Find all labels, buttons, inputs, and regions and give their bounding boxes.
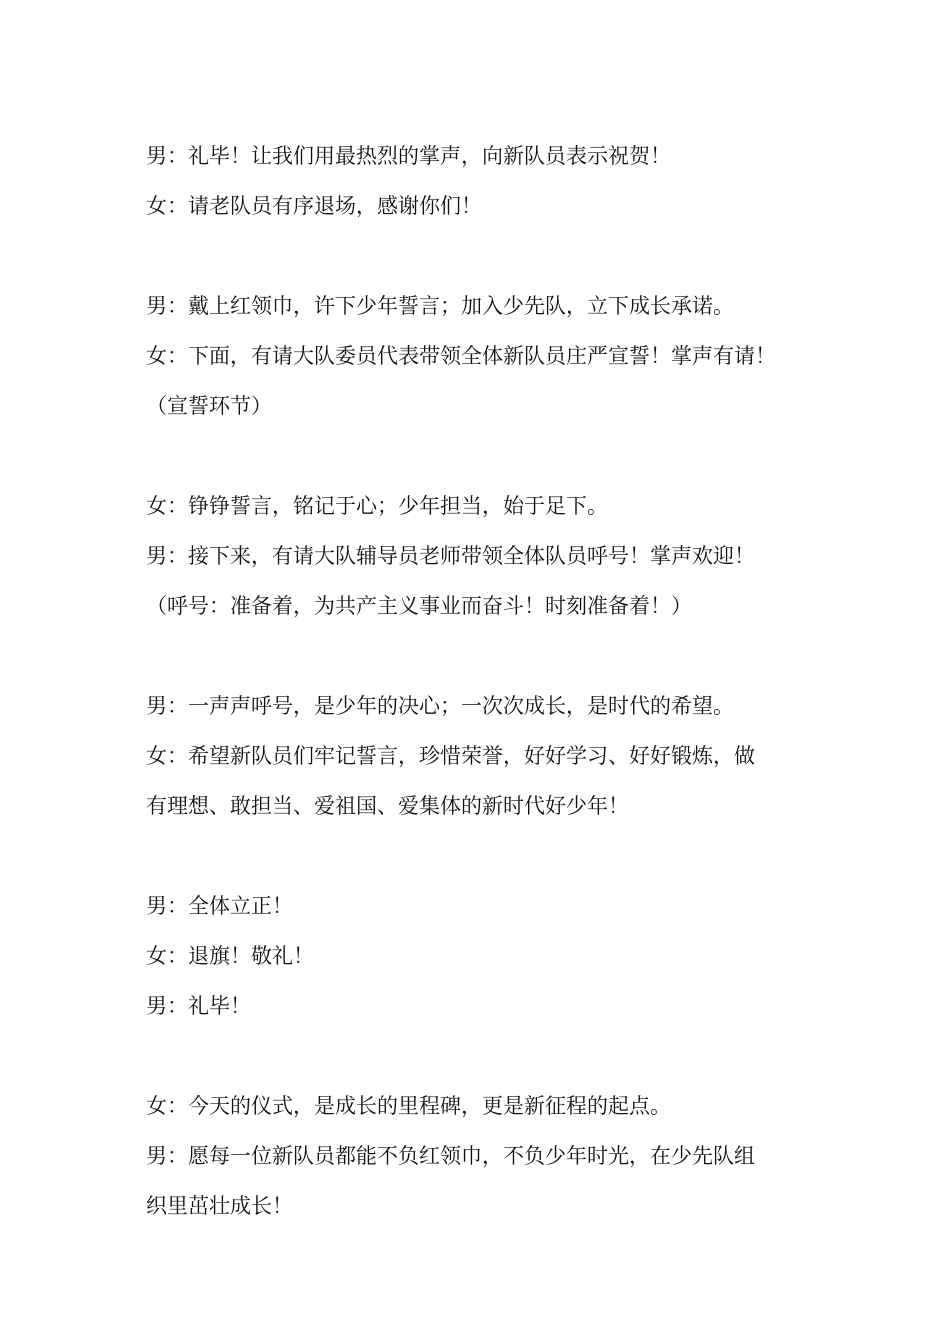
script-line: 男：愿每一位新队员都能不负红领巾，不负少年时光，在少先队组 [146, 1144, 755, 1168]
script-line: 女：下面，有请大队委员代表带领全体新队员庄严宣誓！掌声有请！ [146, 344, 776, 368]
script-line: 男：全体立正！ [146, 894, 293, 918]
script-line: 男：礼毕！ [146, 994, 251, 1018]
script-line: 有理想、敢担当、爱祖国、爱集体的新时代好少年！ [146, 794, 629, 818]
paragraph-gap [146, 631, 816, 681]
paragraph-gap [146, 431, 816, 481]
script-line: 女：退旗！敬礼！ [146, 944, 314, 968]
script-line: 男：礼毕！让我们用最热烈的掌声，向新队员表示祝贺！ [146, 144, 671, 168]
script-line: 女：铮铮誓言，铭记于心；少年担当，始于足下。 [146, 494, 608, 518]
script-line: 女：今天的仪式，是成长的里程碑，更是新征程的起点。 [146, 1094, 671, 1118]
ceremony-script [146, 131, 816, 1231]
script-line: 女：希望新队员们牢记誓言，珍惜荣誉，好好学习、好好锻炼，做 [146, 744, 755, 768]
stage-direction: （呼号：准备着，为共产主义事业而奋斗！时刻准备着！） [146, 594, 692, 618]
paragraph-gap [146, 1031, 816, 1081]
script-line: 男：接下来，有请大队辅导员老师带领全体队员呼号！掌声欢迎！ [146, 544, 755, 568]
script-line: 女：请老队员有序退场，感谢你们！ [146, 194, 482, 218]
script-line: 男：戴上红领巾，许下少年誓言；加入少先队，立下成长承诺。 [146, 294, 734, 318]
stage-direction: （宣誓环节） [146, 394, 272, 418]
script-line: 织里茁壮成长！ [146, 1194, 293, 1218]
paragraph-gap [146, 231, 816, 281]
script-line: 男：一声声呼号，是少年的决心；一次次成长，是时代的希望。 [146, 694, 734, 718]
paragraph-gap [146, 831, 816, 881]
